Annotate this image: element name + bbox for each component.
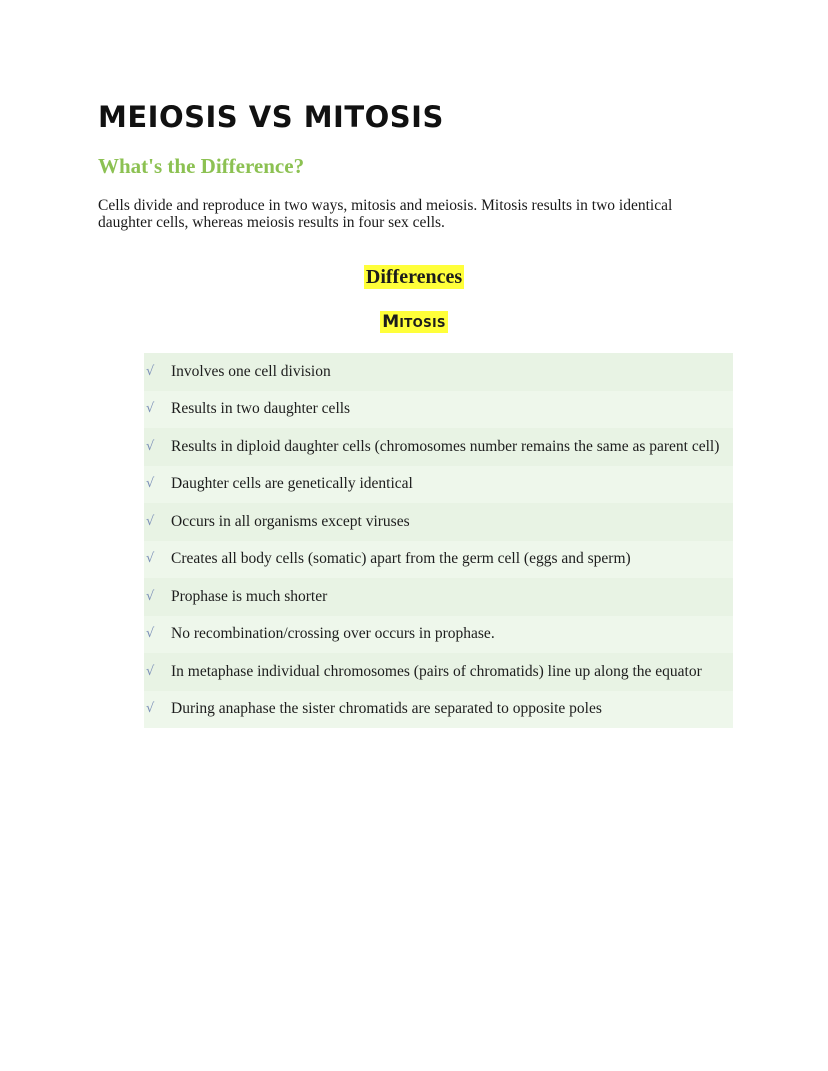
checkmark-icon: √ (146, 626, 155, 641)
list-item-text: Prophase is much shorter (171, 587, 328, 605)
document-subtitle: What's the Difference? (98, 154, 305, 178)
checkmark-icon: √ (146, 476, 155, 491)
list-item-text: In metaphase individual chromosomes (pairs of chromatids) line up along the equator (171, 662, 702, 680)
checkmark-icon: √ (146, 701, 155, 716)
list-item (144, 503, 733, 541)
list-item (144, 428, 733, 466)
checkmark-icon: √ (146, 551, 155, 566)
list-item-text: Creates all body cells (somatic) apart from the germ cell (eggs and sperm) (171, 550, 631, 567)
list-item-text: During anaphase the sister chromatids are separated to opposite poles (171, 700, 602, 717)
list-item-text: Daughter cells are genetically identical (171, 475, 413, 492)
list-item (144, 578, 733, 616)
differences-heading (0, 266, 828, 289)
checkmark-icon: √ (146, 663, 155, 679)
list-item (144, 466, 733, 504)
list-item (144, 616, 733, 654)
mitosis-heading-text: Mitosis (382, 312, 446, 332)
list-item-text: Results in two daughter cells (171, 400, 351, 417)
list-item (144, 653, 733, 691)
list-item-text: Results in diploid daughter cells (chromosomes number remains the same as parent cell) (171, 437, 720, 455)
list-item (144, 391, 733, 429)
checkmark-icon: √ (146, 363, 155, 379)
checkmark-icon: √ (146, 401, 155, 416)
document-title: MEIOSIS VS MITOSIS (98, 100, 444, 134)
list-item (144, 541, 733, 579)
list-item-text: Involves one cell division (171, 362, 331, 380)
checkmark-icon: √ (146, 438, 155, 454)
checkmark-icon: √ (146, 513, 155, 529)
mitosis-heading (0, 312, 828, 332)
list-item-text: Occurs in all organisms except viruses (171, 512, 410, 530)
list-item (144, 691, 733, 729)
list-item-text: No recombination/crossing over occurs in prophase. (171, 625, 495, 642)
intro-paragraph: Cells divide and reproduce in two ways, mitosis and meiosis. Mitosis results in two identical daughter cells, whereas meiosis results in four sex cells. (98, 197, 673, 231)
checkmark-icon: √ (146, 588, 155, 604)
list-item (144, 353, 733, 391)
mitosis-checklist (144, 353, 733, 728)
differences-heading-text: Differences (365, 266, 463, 288)
